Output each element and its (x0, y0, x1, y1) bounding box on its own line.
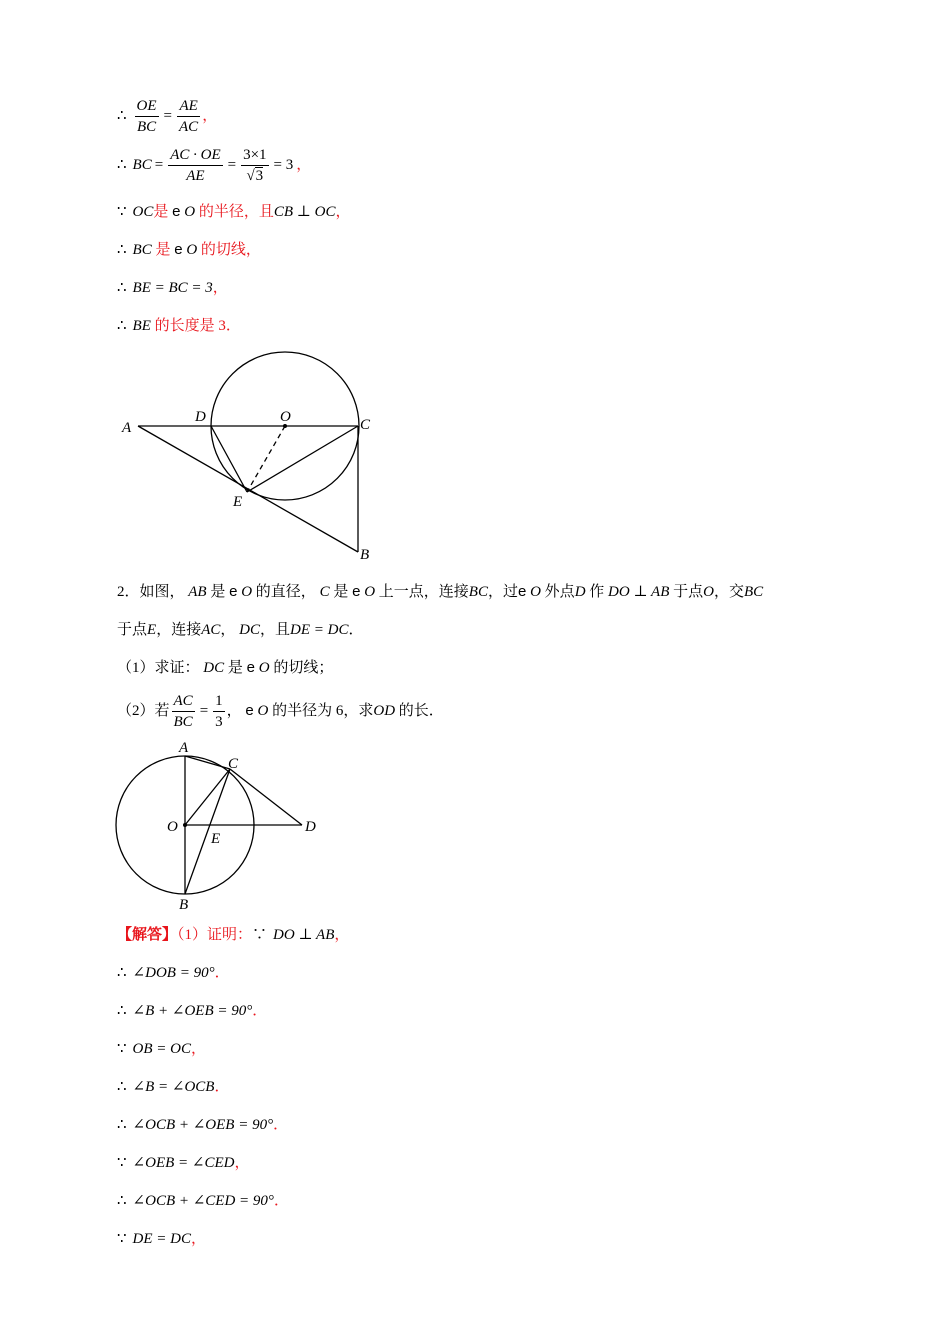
label-c-2: C (228, 756, 239, 772)
label-b-2: B (179, 897, 189, 913)
segment-bc (185, 769, 230, 894)
fraction-3x1-sqrt3: $\frac{3\times 1}{√3}$ (243, 147, 267, 184)
label-d: D (195, 409, 206, 425)
segment-de (211, 426, 247, 492)
fraction-1-3: $\frac{1}{3}$ (215, 693, 223, 730)
point-o-2 (183, 823, 187, 827)
label-e-2: E (211, 831, 221, 847)
question-2-line-2: 于点E，连接AC， DC，且DE = DC． (117, 622, 364, 638)
solution-header: 【解答】（1）证明：∵ DO ⊥ AB， (117, 927, 350, 943)
solution-step-8: ∵ DE = DC， (117, 1231, 207, 1247)
proof-line-6: ∴ BE 的长度是 3． (117, 318, 241, 334)
proof-line-4: ∴ BC 是 e O 的切线， (117, 241, 261, 258)
question-2-line-1: 2．如图， AB 是 e O 的直径， C 是 e O 上一点，连接BC，过e O 外点D 作 DO ⊥ AB 于点O，交BC (117, 583, 764, 600)
label-d-2: D (305, 819, 316, 835)
label-e: E (233, 494, 243, 510)
question-2-part-1: （1）求证： DC 是 e O 的切线； (117, 659, 334, 676)
segment-ac-2 (185, 756, 230, 769)
fraction-ac-oe-ae: $\frac{AC \cdot OE}{AE}$ (170, 147, 221, 184)
solution-step-5: ∴ ∠OCB + ∠OEB = 90°． (117, 1117, 289, 1133)
label-a: A (122, 420, 132, 436)
segment-ec (247, 426, 358, 492)
label-c: C (360, 417, 371, 433)
question-2-part-2: （2）若 $\frac{AC}{BC}$ = $\frac{1}{3}$ ， e O 的半径为 6，求OD 的长． (117, 693, 444, 730)
fraction-ae-ac: $\frac{AE}{AC}$ (179, 98, 199, 135)
solution-step-2: ∴ ∠B + ∠OEB = 90°． (117, 1003, 268, 1019)
label-b: B (360, 547, 370, 563)
solution-step-4: ∴ ∠B = ∠OCB． (117, 1079, 230, 1095)
fraction-oe-bc: $\frac{OE}{BC}$ (136, 98, 157, 135)
proof-line-5: ∴ BE = BC = 3， (117, 280, 228, 296)
label-o: O (280, 409, 291, 425)
proof-line-3: ∵ OC是 e O 的半径，且CB ⊥ OC， (117, 203, 351, 220)
proof-line-1: ∴ $\frac{OE}{BC}$ = $\frac{AE}{AC}$ ， (117, 98, 218, 135)
segment-oe-dashed (247, 426, 285, 492)
therefore-symbol: ∴ (117, 107, 127, 124)
solution-step-6: ∵ ∠OEB = ∠CED， (117, 1155, 250, 1171)
geometry-figure-1 (110, 345, 390, 570)
solution-step-1: ∴ ∠DOB = 90°． (117, 965, 230, 981)
segment-cd (230, 769, 302, 825)
fraction-ac-bc: $\frac{AC}{BC}$ (173, 693, 193, 730)
solution-step-7: ∴ ∠OCB + ∠CED = 90°． (117, 1193, 289, 1209)
segment-oc (185, 769, 230, 825)
proof-line-2: ∴ BC = $\frac{AC \cdot OE}{AE}$ = $\frac{3\times 1}{√3}$ = 3 ， (117, 147, 312, 184)
solution-step-3: ∵ OB = OC， (117, 1041, 207, 1057)
geometry-figure-2 (108, 735, 333, 915)
label-a-2: A (179, 740, 189, 756)
label-o-2: O (167, 819, 178, 835)
